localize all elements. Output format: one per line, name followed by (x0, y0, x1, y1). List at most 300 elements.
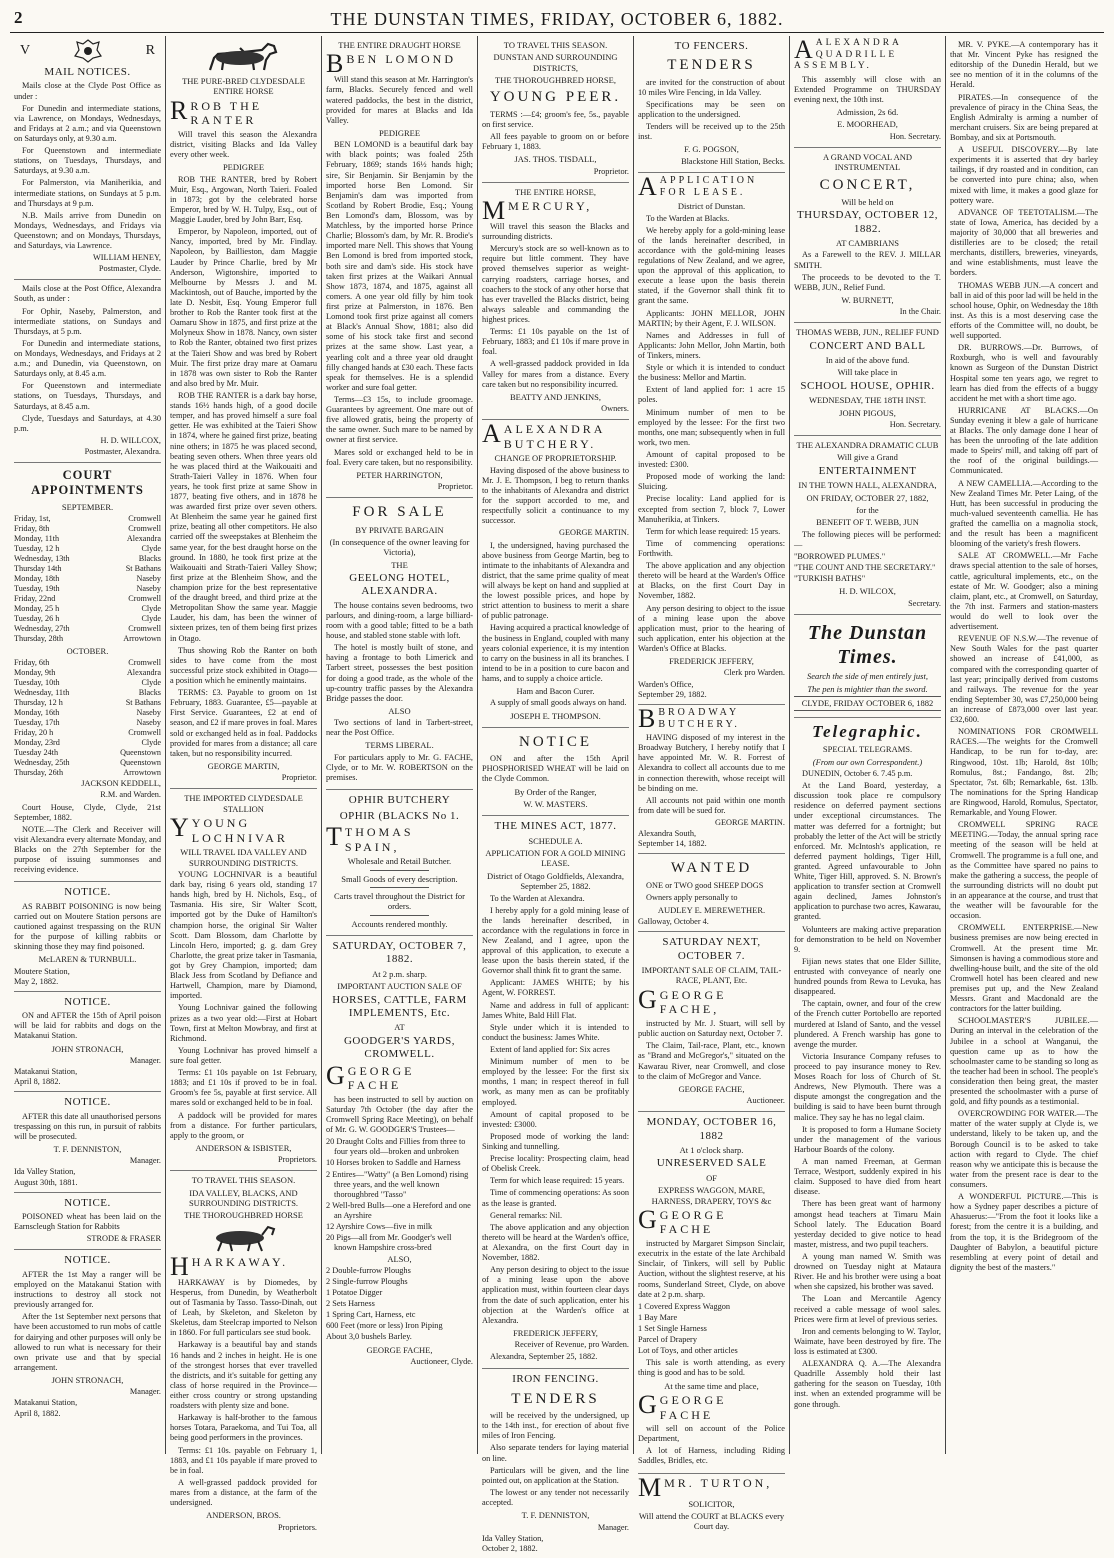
ad-signer-role: Clerk pro Warden. (723, 668, 785, 678)
court-date: Monday, 18th (14, 573, 60, 583)
news-item: THOMAS WEBB JUN.—A concert and ball in aid of this poor lad will be held in the school house, Ophir, on Wednesday the 18th inst. As this is a most deserving case the efforts of the Committee will, no doubt, be well supported. (950, 280, 1098, 341)
court-date: Tuesday 24th (14, 748, 59, 758)
sale-item: 1 Covered Express Waggon (638, 1301, 731, 1311)
court-place: Clyde (141, 613, 161, 623)
mail-alex-para: Mails close at the Post Office, Alexandra South, as under : (14, 284, 161, 304)
ad-text: will be received by the undersigned, up to the 14th inst., for erection of about five miles of Iron Fencing. (482, 1411, 629, 1441)
court-appointments (14, 463, 161, 882)
mines-para: Term for which lease required: 15 years. (490, 1176, 625, 1186)
matakanui-poison-notice (14, 992, 161, 1092)
ad-line: Carts travel throughout the District for orders. (333, 890, 465, 912)
ad-signer: F. G. POGSON, (684, 144, 739, 155)
mail-alex-para: Clyde, Tuesdays and Saturdays, at 4.30 p.m. (14, 413, 161, 433)
ad-date: October 2, 1882. (482, 1543, 538, 1553)
ad-sub: CHANGE OF PROPRIETORSHIP. (494, 453, 617, 464)
sale-title-2: OF (706, 1172, 717, 1183)
court-row (14, 698, 161, 708)
masthead (10, 6, 1104, 33)
pedigree-title: PEDIGREE (222, 162, 265, 173)
ad-title: TO TRAVEL THIS SEASON. (191, 1175, 296, 1186)
ben-lomond-ad (326, 36, 473, 498)
court-month-october: OCTOBER. (66, 645, 109, 656)
ad-text-2: I, the undersigned, having purchased the above business from George Martin, beg to intimate to the inhabitants of Alexandra and district, that the same prime quality of meat will always be kept on hand and supplied at the lowest possible prices, and hope by strict attention to business to merit a share of public patronage. (482, 540, 629, 621)
court-row (14, 594, 161, 604)
ad-signer-role: Proprietor. (437, 482, 473, 492)
ad-text: The following pieces will be performed:— (794, 529, 941, 549)
mines-para: Any person desiring to object to the issue of a mining lease upon the above application must, within fourteen clear days from the date of such application, enter his objection at the Warden's office at Alexandra. (482, 1265, 629, 1325)
ad-title: THE PURE-BRED CLYDESDALE ENTIRE HORSE (182, 76, 305, 97)
ad-signer: GEORGE MARTIN. (714, 817, 785, 827)
mail-para: For Dunedin and intermediate stations, via Lawrence, on Mondays, Wednesdays, and Fridays at 2 a.m.; and via Queenstown on Saturdays only, at 9.30 a.m. (14, 103, 161, 143)
court-date: Thursday, 26th (14, 768, 64, 778)
district: District of Dunstan. (677, 201, 746, 212)
news-item: NOMINATIONS FOR CROMWELL RACES.—The weights for the Cromwell Handicap, to be run for to-day, are: Ringwood, 10st. 1lb; Harold, 8st 10lb; Romulus, 8st.; Fandango, 8st. 2lb; Spectator, 7st. 6lb; Remarkable, 6st. 13lb. The nominations for the Spring Handicap are Ringwood, Harold, Romulus, Spectator, Remarkable, and Young Flower. (950, 727, 1098, 818)
ad-signer: T. F. DENNISTON, (521, 1510, 590, 1521)
court-date: Wednesday, 27th (14, 623, 70, 633)
dramatic-club-ad (794, 436, 941, 615)
notice-signer: STRODE & FRASER (86, 1234, 161, 1244)
notice-title: NOTICE. (64, 1096, 111, 1109)
court-row (14, 634, 161, 644)
ad-text: All fees payable to groom on or before February 1, 1883. (482, 131, 629, 152)
mines-act-application (482, 816, 629, 1369)
drop-cap: G (326, 1060, 345, 1090)
grand-concert-ad (794, 148, 941, 323)
ad-title: TO TRAVEL THIS SEASON. (503, 40, 608, 50)
court-date: Monday, 23rd (14, 738, 60, 748)
ad-intro: Will stand this season at Mr. Harrington's farm, Blacks. Securely fenced and well watered paddocks, the best in the district, provided for mares at Blacks and Ida Valley. (326, 75, 473, 125)
court-month-september: SEPTEMBER. (61, 501, 114, 512)
ad-text: This assembly will close with an Extended Programme on THURSDAY evening next, the 10th inst. (794, 74, 941, 104)
court-date: Tuesday, 10th (14, 678, 60, 688)
sale-item: Parcel of Drapery (638, 1335, 697, 1345)
ad-text-3: Tenders will be received up to the 25th inst. (638, 122, 785, 142)
drop-cap: H (170, 1251, 189, 1281)
ad-signer-role: Proprietor. (281, 773, 317, 783)
court-place: Naseby (136, 718, 161, 728)
court-place: Naseby (136, 708, 161, 718)
court-september-table (14, 514, 161, 644)
telegram-para: The captain, owner, and four of the crew of the French cutter Portobello are reported murdered at Island of Santo, and the vessel plundered. A French warship has gone to avenge the murder. (794, 999, 941, 1049)
ad-text: As a Farewell to the REV. J. MILLAR SMITH. (794, 250, 941, 270)
news-item: CROMWELL SPRING RACE MEETING.—Today, the annual spring race meeting of the season will be held at Cromwell. The programme is a full one, and as the Committee have spared no pains to make the gathering a success, the people of the surrounding districts will no doubt put in an appearance at the course, and trust that the weather will be favourable for the occasion. (950, 820, 1098, 921)
ad-para: Terms: £1 10s payable on the 1st of February, 1883; and £1 10s if mare prove in foal. (482, 327, 629, 357)
ad-title: APPLICATION FOR LEASE. (659, 174, 758, 199)
court-place: Clyde (141, 738, 161, 748)
ad-text-3: At the same time and place, (664, 1380, 759, 1391)
notice-signer: JOHN STRONACH, (51, 1043, 124, 1054)
court-row (14, 748, 161, 758)
mines-para: I hereby apply for a gold mining lease of the lands hereinafter described, in accordance with the regulations in force in New Zealand, and I agree, upon the approval of this application, to execute a lease upon the basis therein stated, if the Governor shall think fit to grant the same. (482, 905, 629, 976)
lease-application (638, 173, 785, 705)
auction-item: 20 Draught Colts and Fillies from three to four years old—broken and unbroken (326, 1137, 466, 1157)
court-signer-role: R.M. and Warden. (100, 790, 161, 800)
auction-goodger-ad (326, 936, 473, 1372)
ad-title: THE IMPORTED CLYDESDALE STALLION (184, 793, 303, 814)
newspaper-logo: The Dunstan Times. (807, 621, 928, 669)
court-footer: Court House, Clyde, Clyde, 21st September, 1882. (14, 802, 161, 822)
rob-the-ranter-ad (170, 36, 317, 789)
drop-cap: B (326, 49, 344, 79)
ad-signer-role: Owners. (601, 404, 629, 414)
auction-intro: has been instructed to sell by auction on Saturday 7th October (the day after the Cromwell Spring Race Meeting), on behalf of Mr. G. W. GOODGER'S Trustees— (326, 1094, 473, 1135)
mines-para: General remarks: Nil. (490, 1210, 563, 1220)
horse-name: ROB THE RANTER (190, 98, 263, 128)
page-title: THE DUNSTAN TIMES, FRIDAY, OCTOBER 6, 1882. (330, 9, 784, 29)
court-place: Alexandra (126, 533, 161, 543)
young-peer-ad (482, 36, 629, 183)
piece-item: "THE COUNT AND THE SECRETARY." (794, 562, 936, 572)
lease-para: Any person desiring to object to the issue of a mining lease upon the above application must, prior to the hearing of such application, enter his objection at the Warden's Office at Blacks. (638, 603, 785, 653)
court-place: Clyde (141, 678, 161, 688)
notice-title: NOTICE. (64, 1196, 111, 1209)
ad-para: Terms: £1 10s. payable on February 1, 1883, and £1 10s payable if mare proved to be in foal. (170, 1445, 317, 1475)
notice-role: Manager. (129, 1387, 161, 1397)
ad-text-3: Having acquired a practical knowledge of the business in England, coupled with many years colonial experience, it is my intention to carry on the business in all its branches. I intend to be in a position to cure bacon and hams, and to supply a choice article. (482, 623, 629, 684)
claim-sale-ad (638, 932, 785, 1112)
notice-place: Moutere Station, (14, 966, 70, 976)
auctioneer-name: GEORGE FACHE (347, 1063, 415, 1093)
sale-title-3: EXPRESS WAGGON, MARE, HARNESS, DRAPERY, TOYS &c (651, 1185, 772, 1206)
sale-title: UNRESERVED SALE (656, 1157, 767, 1170)
ad-para: The hotel is mostly built of stone, and having a frontage to both Limerick and Tarbert street, possesses the best position for doing a good trade, as the whole of the up-country traffic passes by the Alexandra Bridge passes the door. (326, 643, 473, 703)
ad-signer: JOHN PIGOUS, (839, 407, 896, 418)
telegram-para: Victoria Insurance Company refuses to proceed to pay insurance money to Rev. Moses Roach for loss of Church of St. Andrews, New Plymouth. There was a dispute amongst the congregation and the building is said to have been burnt through malice. They say he has no legal claim. (794, 1051, 941, 1122)
notice-signer: JOHN STRONACH, (51, 1374, 124, 1385)
drop-cap: M (638, 1472, 662, 1502)
ad-para: A well-grassed paddock provided in Ida Valley for mares from a distance. Every care taken but no responsibility incurred. (482, 359, 629, 389)
ad-para: Young Lochnivar gained the following prizes as a two year old:—First at Hobart Town, first at Melton Mowbray, and first at Richmond. (170, 1003, 317, 1043)
court-row (14, 584, 161, 594)
notice-place: Matakanui Station, (14, 1398, 78, 1408)
news-item: A USEFUL DISCOVERY.—By late experiments it is asserted that dry barley tailings, if dry roasted and in condition, can be converted into pure china; also, when mixed with lime, it makes a good glaze for pottery ware. (950, 145, 1098, 205)
ad-signer-role: Proprietor. (593, 166, 629, 176)
court-place: Alexandra (126, 668, 161, 678)
court-date: Thursday, 12 h (14, 698, 63, 708)
notice-date: May 2, 1882. (14, 976, 59, 986)
ad-signer-2: JOSEPH E. THOMPSON. (510, 710, 601, 721)
notice-place: Ida Valley Station, (14, 1167, 76, 1177)
turton-solicitor-ad (638, 1474, 785, 1538)
court-row (14, 624, 161, 634)
notice-text: AFTER this date all unauthorised persons trespassing on this run, in pursuit of rabbits will be prosecuted. (14, 1111, 161, 1141)
mail-alex-signer: H. D. WILLCOX, (100, 435, 161, 445)
column-1 (10, 36, 166, 1454)
court-date: Tuesday, 12 h (14, 543, 60, 553)
mail-para: N.B. Mails arrive from Dunedin on Mondays, Wednesdays, and Fridays via Queenstown; and on Mondays, Thursdays, and Saturdays, via Lawrence. (14, 210, 161, 251)
auction-date: SATURDAY, OCTOBER 7, 1882. (332, 940, 467, 966)
court-signer: JACKSON KEDDELL, (81, 779, 161, 789)
news-item: PIRATES.—In consequence of the prevalence of piracy in the China Seas, the English Admiralty is arming a number of merchant cruisers. Six are being prepared at Bombay, and six at Portsmouth. (950, 92, 1098, 142)
mines-para: Precise locality: Prospecting claim, head of Obelisk Creek. (482, 1154, 629, 1174)
ad-signer: PETER HARRINGTON, (356, 469, 443, 480)
notice-title: NOTICE. (64, 886, 111, 899)
news-item: MR. V. PYKE.—A contemporary has it that Mr. Vincent Pyke has resigned the editorship of the Dunedin Herald, but we see no mention of it in the columns of the Herald. (950, 40, 1098, 90)
crest-letter-right: R (145, 43, 155, 59)
notice-text: AS RABBIT POISONING is now being carried out on Moutere Station persons are cautioned against trespassing on the RUN for the purpose of killing rabbits or skinning those they may find poisoned. (14, 901, 161, 952)
ad-place: Warden's Office, (638, 679, 694, 689)
ad-para: HARKAWAY is by Diomedes, by Hesperus, from Dunedin, by Weatherbolt out of Tasmania by Tasso. Tasso-Dinah, out of Leah, by Skeleton, and Skeleton by Skeletus, dam Steelcrap imported to Nelson in 1860. For full particulars see stud book. (170, 1277, 317, 1338)
auction-item: 2 Single-furrow Ploughs (326, 1276, 408, 1286)
court-date: Friday, 22nd (14, 593, 56, 603)
auction-title: IMPORTANT AUCTION SALE OF (337, 981, 462, 992)
column-7 (946, 36, 1102, 1454)
court-place: Clyde (141, 603, 161, 613)
ad-para: YOUNG LOCHNIVAR is a beautiful dark bay, rising 6 years old, standing 17 hands high, bred by H. Nichols, Esq., of Tasmania. His sire, Sir Walter Scott, imported got by the Duke of Hamilton's champion horse, the original Sir Walter Scott. Dam Blossom, dam Charlotte by Lincoln Hero, imported; g. g. dam Grey Charlotte, the great prize taker in Tasmania, got by Grey Champion, imported; dam Black Jess from Scotland by Defiance and Hartwell, Champion, mare by Diamond, imported. (170, 870, 317, 1001)
ad-text: Will attend the COURT at BLACKS every Court day. (638, 1510, 785, 1532)
ad-text-2: The proceeds to be devoted to the T. WEBB, JUN., Relief Fund. (794, 272, 941, 292)
notice-text: ON and after the 15th April PHOSPHORISED WHEAT will be laid on the Clyde Common. (482, 754, 629, 784)
column-3 (322, 36, 478, 1454)
auction-item: 1 Spring Cart, Harness, etc (326, 1310, 416, 1320)
ophir-butchery-ad (326, 790, 473, 936)
drop-cap: B (638, 703, 656, 733)
mines-para: Proposed mode of working the land: Sinking and tunnelling. (482, 1131, 629, 1152)
ad-para: Harkaway is half-brother to the famous horses Totara, Paraekoma, and Tui Toa, all being good performers in the provinces. (170, 1413, 317, 1443)
ad-para: Young Lochnivar has proved himself a sure foal getter. (170, 1045, 317, 1066)
ad-title: TO FENCERS. (674, 40, 749, 52)
harkaway-ad (170, 1171, 317, 1537)
auction-items (326, 1137, 473, 1342)
court-place: Cromwell (128, 623, 161, 633)
court-place: Cromwell (128, 513, 161, 523)
telegram-para: ALEXANDRA Q. A.—The Alexandra Quadrille Assembly hold their last gathering for the season on Tuesday, 10th inst. when an extended programme will be gone through. (794, 1359, 941, 1409)
horse-name: HARKAWAY. (191, 1254, 289, 1269)
court-date: Monday, 9th (14, 668, 56, 678)
ad-text-2: All accounts not paid within one month from date will be sued for. (638, 795, 785, 815)
ad-para: Terms—£3 15s, to include groomage. Guarantees by agreement. One mare out of five allowed gratis, being the property of the same owner. Such mare to be named by owner at first service. (326, 395, 473, 445)
ad-admission: Admission, 2s 6d. (836, 107, 899, 118)
column-6 (790, 36, 946, 1454)
butcher-name: THOMAS SPAIN, (344, 824, 414, 854)
notice-title: NOTICE. (64, 995, 111, 1008)
for-sale-ad (326, 498, 473, 790)
ad-title: THE ENTIRE HORSE, (515, 186, 596, 197)
pedigree-title: PEDIGREE (378, 127, 421, 138)
auction-item: 12 Ayrshire Cows—five in milk (326, 1222, 433, 1232)
lease-para: Amount of capital proposed to be invested: £300. (638, 449, 785, 470)
divider (370, 915, 429, 916)
sale-item: 1 Bay Mare (638, 1312, 678, 1322)
addressee: To the Warden at Alexandra. (490, 893, 585, 903)
ida-valley-trespass-notice (14, 1092, 161, 1192)
auction-item: ALSO, (387, 1254, 412, 1265)
column-4 (478, 36, 634, 1553)
telegram-para: A young man named W. Smith was drowned on Tuesday night at Mataura River. He and his brother were using a boat when she capsized, his brother was saved. (794, 1251, 941, 1292)
ad-signer: JAS. THOS. TISDALL, (514, 154, 597, 165)
ad-place: Alexandra South, (638, 829, 697, 839)
notice-signer: W. W. MASTERS. (523, 798, 588, 809)
court-row (14, 514, 161, 524)
notice-date: April 8, 1882. (14, 1077, 61, 1087)
telegram-para: At the Land Board, yesterday, a discussion took place re compulsory residence on deferred payment sections under exceptional circumstances. The matter was deferred for a fortnight; but probably the letter of the Act will be strictly enforced. Mr. McIntosh's application, re deferred payment holdings, Tiger Hill, granted. Agreed unfavourable to John White, Tiger Hill, approved. S. N. Brown's application to transfer section at Cromwell again declined, James Johnston's application to purchase two acres, Kawarau, granted. (794, 781, 941, 922)
ball-date: WEDNESDAY, THE 18TH INST. (808, 395, 927, 406)
court-place: Queenstown (120, 758, 161, 768)
ad-text-5: A lot of Harness, including Riding Saddles, Bridles, etc. (638, 1446, 785, 1466)
ad-para: ALSO (388, 705, 411, 716)
alexandra-butchery-ad (482, 420, 629, 728)
news-item: REVENUE OF N.S.W.—The revenue of New South Wales for the past quarter showed an increase of £41,000, as compared with the corresponding quarter of last year; principally derived from customs and railways. The revenue for the year ending September 30, was £7,250,000 being an increase of £873,000 over last year. £32,600. (950, 634, 1098, 725)
court-row (14, 738, 161, 748)
ball-place: SCHOOL HOUSE, OPHIR. (800, 379, 935, 392)
hotel-name: GEELONG HOTEL, ALEXANDRA. (349, 571, 450, 598)
ad-para: ROB THE RANTER, bred by Robert Muir, Esq., Argowan, North Taieri. Foaled in 1873; got by the celebrated horse Emperor, bred by W. H. Tulpy, Esq., out of Maggie Lauder, bred by John Barr, Esq. (170, 174, 317, 225)
ad-top: THOMAS WEBB, JUN., RELIEF FUND (796, 327, 939, 338)
mines-para: Applicant: JAMES WHITE; by his Agent, W. FORREST. (482, 978, 629, 998)
mines-para: Minimum number of men to be employed by the lessee: For the first six months, 1 man; in respect thereof in full work, as many men as can be profitably employed. (482, 1057, 629, 1107)
drop-cap: G (638, 984, 657, 1014)
auction-at: AT (394, 1022, 405, 1033)
lease-para: Term for which lease required: 15 years. (646, 526, 781, 536)
ad-date: September 14, 1882. (638, 839, 707, 849)
drop-cap: G (638, 1389, 657, 1419)
news-item: OVERCROWDING FOR WATER.—The matter of the water supply at Clyde is, we understand, likely to be taken up, and the Borough Council is to be asked to take action with regard to Clyde. The chief reason why we anticipate this is because the water from the present race is dear to the consumers. (950, 1109, 1098, 1190)
ad-text: HAVING disposed of my interest in the Broadway Butchery, I hereby notify that I have appointed Mr. W. R. Forrest of Alexandra to collect all accounts due to me in connection therewith, whose receipt will be binding on me. (638, 733, 785, 793)
divider (370, 887, 429, 888)
ad-sub: IDA VALLEY, BLACKS, AND SURROUNDING DISTRICTS. (188, 1187, 299, 1209)
entertainment-heading: ENTERTAINMENT (818, 464, 917, 477)
editorial-dateline: CLYDE, FRIDAY OCTOBER 6, 1882 (794, 696, 941, 710)
notice-signer: McLAREN & TURNBULL. (38, 954, 137, 965)
ad-date: Alexandra, September 25, 1882. (490, 1352, 598, 1362)
lease-para: Precise locality: Land applied for is excepted from section 7, block 7, Lower Manuherikia, at Tinkers. (638, 494, 785, 524)
tagline-1: Search the side of men entirely just, (807, 671, 928, 682)
ad-para: A paddock will be provided for mares from a distance. For further particulars, apply to the groom, or (170, 1110, 317, 1140)
lease-para: We hereby apply for a gold-mining lease of the lands hereinafter described, in accordance with the gold-mining leases regulations of New Zealand, and we agree, upon the approval of this application, to execute a lease upon the basis therein stated, if the Governor shall think fit to grant the same. (638, 225, 785, 306)
district: District of Otago Goldfields, Alexandra, September 25, 1882. (487, 870, 624, 892)
broadway-butchery-ad (638, 705, 785, 855)
auctioneer-name-2: GEORGE FACHE (659, 1392, 727, 1422)
concert-place: AT CAMBRIANS (836, 238, 899, 249)
ad-place: Ida Valley Station, (482, 1533, 544, 1543)
ad-signer: ANDERSON, BROS. (206, 1510, 281, 1521)
pieces-list (794, 552, 941, 584)
notice-role: Manager. (129, 1055, 161, 1065)
piece-item: "TURKISH BATHS" (794, 574, 866, 584)
divider (370, 870, 429, 871)
court-row (14, 534, 161, 544)
court-row (14, 658, 161, 668)
court-place: Cromwell (128, 523, 161, 533)
court-row (14, 544, 161, 554)
ad-signer-role: Receiver of Revenue, pro Warden. (514, 1340, 629, 1350)
auction-title-2: HORSES, CATTLE, FARM IMPLEMENTS, Etc. (332, 993, 467, 1019)
notice-text: ON and AFTER the 15th of April poison will be laid for rabbits and dogs on the Matakanui Station. (14, 1011, 161, 1041)
court-place: Clyde (141, 543, 161, 553)
sale-date: SATURDAY NEXT, OCTOBER 7. (662, 936, 761, 962)
ad-para: Thus showing Rob the Ranter on both sides to have come from the most successful prize stock exhibited in Otago—a position which he eminently maintains. (170, 645, 317, 686)
notice-title: NOTICE (519, 733, 592, 750)
ad-text-2: Specifications may be seen on application to the undersigned. (638, 99, 785, 120)
royal-crest-icon (71, 38, 105, 64)
mail-alex-signer-role: Postmaster, Alexandra. (84, 447, 161, 457)
news-item: A WONDERFUL PICTURE.—This is how a Sydney paper describes a picture of Ahasuerus:—"From the foot it looks like a forest; from the centre it is a building, and from the top, it is the Bridegroom of the Daughter of Babylon, a beautiful picture resembling at every point of detail and dignity the best of the masters." (950, 1192, 1098, 1272)
page-number: 2 (14, 8, 23, 27)
ad-para: BEN LOMOND is a beautiful dark bay with black points; was foaled 25th February, 1869; stands 16½ hands high; sire, Sir Benjamin. Sir Benjamin by the imported horse Ben Lomond. Sir Benjamin's dam was imported from Scotland by Robert Brodie, Esq.; Young Ben Lomond's dam, Blossom, was by Matchless, by the imported horse Prince Charlie; Blossom's dam, by Mr. R. Brodie's imported mare Nell. This shows that Young Ben Lomond is bred from imported stock, both sire and dam's side. His stock have taken first prizes at the Waikari Annual Show 1873, 1874, and 1875, against all comers. A one year old filly by him took first prize at Palmerston, in 1876. Ben Lomond took first prize against all comers at Black's Annual Show, 1881; also did some of his stock take first and second prizes at the same show. Last year, a yearling colt and a three year old draught filly changed hands at £30 each. These facts speak for themselves. He is a splendid worker and sure foal getter. (326, 140, 473, 392)
ad-intro: WILL TRAVEL IDA VALLEY AND SURROUNDING DISTRICTS. (180, 847, 307, 868)
ad-sub-2: (In consequence of the owner leaving for Victoria), (329, 536, 470, 558)
ad-title: FOR SALE (352, 504, 447, 521)
tenders-heading: TENDERS (667, 57, 756, 74)
quadrille-assembly-ad (794, 36, 941, 148)
ad-signer-role: Manager. (597, 1522, 629, 1532)
lease-para: Extent of land applied for: 1 acre 15 poles. (638, 385, 785, 405)
mines-para: Name and address in full of applicant: James White, Bald Hill Flat. (482, 1000, 629, 1020)
court-october-table (14, 658, 161, 778)
court-title: COURT APPOINTMENTS (31, 468, 144, 498)
auction-item: 20 Pigs—all from Mr. Goodger's well known Hampshire cross-bred (326, 1233, 452, 1253)
court-place: Cromwell (128, 658, 161, 668)
court-row (14, 604, 161, 614)
ad-title: BROADWAY BUTCHERY. (658, 706, 740, 730)
lease-para: Names and Addresses in full of Applicants: John Mellor, John Martin, both of Tinkers, miners. (638, 330, 785, 360)
ad-signer: FREDERICK JEFFERY, (513, 1327, 598, 1338)
auction-item: 2 Well-bred Bulls—one a Hereford and one an Ayrshire (326, 1200, 471, 1220)
auction-item: 2 Double-furrow Ploughs (326, 1265, 411, 1275)
ad-para: Mercury's stock are so well-known as to require but little comment. They have proved themselves superior as weight-carrying roadsters, carriage horses, and coachers to the stock of any other horse that has ever travelled the Blacks district, being always saleable and commanding the highest prices. (482, 244, 629, 324)
drop-cap: T (326, 821, 342, 851)
ad-signer: GEORGE FACHE, (366, 1344, 433, 1355)
sale-date: MONDAY, OCTOBER 16, 1882 (646, 1116, 777, 1142)
ad-line: Will give a Grand (837, 452, 898, 463)
ad-title: ALEXANDRA BUTCHERY. (503, 422, 605, 451)
ad-signer-role: Hon. Secretary. (889, 131, 941, 141)
mail-alex-para: For Queenstown and intermediate stations, on Tuesdays, Thursdays, and Saturdays, at 8.45 a.m. (14, 381, 161, 411)
ad-sub: DUNSTAN AND SURROUNDING DISTRICTS, (493, 52, 618, 73)
mail-alex-para: For Dunedin and intermediate stations, on Mondays, Wednesdays, and Fridays at 2 a.m.; and Dunedin, via Queenstown, on Saturdays only, at 8.45 a.m. (14, 338, 161, 379)
concert-date: THURSDAY, OCTOBER 12, 1882. (796, 209, 939, 235)
ad-signer: GEORGE MARTIN. (558, 528, 629, 538)
auction-item: 2 Sets Harness (326, 1299, 375, 1309)
earnscleugh-poison-notice (14, 1193, 161, 1251)
ad-title: IRON FENCING. (512, 1373, 599, 1386)
rabbit-poisoning-notice (14, 882, 161, 992)
ad-intro: Will travel this season the Blacks and surrounding districts. (482, 222, 629, 242)
ad-signer: ANDERSON & ISBISTER, (195, 1142, 292, 1153)
court-date: Monday, 25 h (14, 603, 60, 613)
mail-para: For Queenstown and intermediate stations, on Tuesdays, Thursdays, and Saturdays, at 9.30 a.m. (14, 146, 161, 176)
horse-icon (204, 40, 284, 74)
court-date: Monday, 11th (14, 533, 60, 543)
column-2 (166, 36, 322, 1532)
ad-date: September 29, 1882. (638, 689, 707, 699)
court-row (14, 728, 161, 738)
unreserved-sale-ad (638, 1112, 785, 1473)
auctioneer-name: GEORGE FACHE (659, 1207, 727, 1237)
ad-title: A GRAND VOCAL AND INSTRUMENTAL (822, 151, 913, 173)
concert-heading: CONCERT, (819, 176, 916, 193)
ad-line-2: Will take place in (837, 367, 898, 378)
ad-signer: E. MOORHEAD, (837, 119, 898, 130)
ad-signer: H. D. WILCOX, (839, 586, 896, 597)
court-date: Tuesday, 26 h (14, 613, 60, 623)
ad-text: instructed by Margaret Simpson Sinclair, executrix in the estate of the late Archibald Sinclair, of Tinkers, will sell by Public Auction, without the slightest reserve, at his rooms, Sunderland Street, Clyde, on above date at 2 p.m. sharp. (638, 1239, 785, 1299)
ad-top: THE ENTIRE DRAUGHT HORSE (338, 40, 461, 50)
auction-item: 10 Horses broken to Saddle and Harness (326, 1158, 461, 1168)
ad-text: are invited for the construction of about 10 miles Wire Fencing, in Ida Valley. (638, 77, 785, 97)
dramatic-place: IN THE TOWN HALL, ALEXANDRA, (798, 480, 937, 491)
notice-title: THE MINES ACT, 1877. (494, 820, 617, 833)
ad-signer: FREDERICK JEFFERY, (669, 656, 754, 667)
horse-icon (204, 1223, 284, 1253)
ad-terms: TERMS :—£4; groom's fee, 5s., payable on first service. (482, 109, 629, 129)
ad-signer: GEORGE MARTIN, (207, 760, 280, 771)
court-place: Cromwell (128, 728, 161, 738)
notice-role: Manager. (129, 1156, 161, 1166)
notice-text: POISONED wheat has been laid on the Earnscleugh Station for Rabbits (14, 1212, 161, 1232)
news-item: SALE AT CROMWELL.—Mr Fache draws special attention to the sale of horses, cattle, agricultural implements, etc., on the estate of Mr. W. Goodger; also a mining claim, plant, etc., at Cromwell, on Saturday, the 7th inst. Farmers and station-masters would do well to look over the advertisement. (950, 551, 1098, 632)
court-row (14, 758, 161, 768)
